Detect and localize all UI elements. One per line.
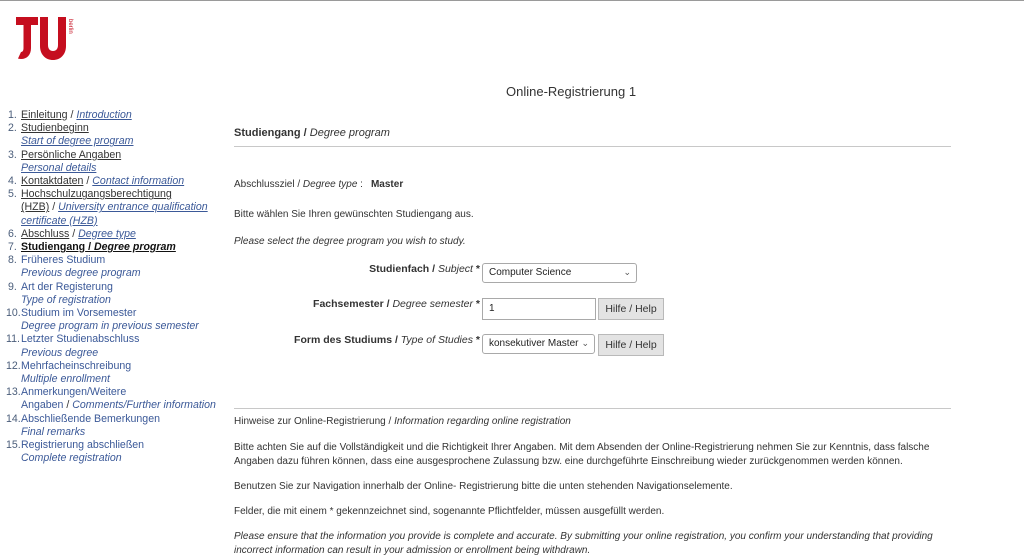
nav-label-en[interactable]: Personal details	[21, 161, 97, 174]
chevron-down-icon: ⌄	[623, 267, 631, 277]
degree-type-value: Master	[370, 179, 404, 190]
nav-number: 7.	[8, 241, 17, 254]
nav-item-entrance-qualification[interactable]	[8, 188, 223, 228]
nav-number: 13.	[6, 386, 21, 399]
note-completeness-en: Please ensure that the information you provide is complete and accurate. By submitting your online registration, you confirm your understanding that providing incorrect information can result in your admission or enrollment being withdrawn.	[234, 531, 933, 556]
nav-item-final-remarks[interactable]	[8, 413, 223, 439]
nav-number: 14.	[6, 412, 21, 425]
nav-label-en[interactable]: Degree type	[78, 227, 136, 240]
nav-sep: /	[49, 201, 59, 214]
degree-type-label-de: Abschlussziel /	[234, 179, 303, 190]
nav-number: 6.	[8, 227, 17, 240]
nav-label-en[interactable]: Complete registration	[21, 452, 122, 465]
nav-label-de[interactable]: Hochschulzugangsberechtigung	[21, 188, 172, 201]
nav-item-complete-registration[interactable]	[8, 439, 223, 465]
nav-number: 12.	[6, 359, 21, 372]
nav-sep: /	[63, 399, 73, 412]
semester-label-en: Degree semester	[392, 298, 473, 310]
intro-text-en: Please select the degree program you wish to study.	[234, 236, 466, 247]
study-type-select[interactable]	[482, 334, 595, 354]
nav-label-en[interactable]: Contact information	[92, 175, 185, 188]
nav-label-en[interactable]: Previous degree	[21, 346, 99, 359]
nav-sep: /	[67, 109, 77, 121]
nav-label-de[interactable]: Studiengang	[21, 241, 86, 254]
nav-sep: /	[85, 241, 94, 254]
nav-item-previous-semester[interactable]	[8, 307, 223, 333]
semester-label	[313, 298, 480, 310]
nav-label-de[interactable]: Kontaktdaten	[21, 175, 84, 188]
semester-help-button[interactable]: Hilfe / Help	[598, 298, 664, 320]
nav-sep: /	[69, 227, 79, 240]
nav-label-de[interactable]: Letzter Studienabschluss	[21, 333, 140, 346]
nav-item-previous-degree[interactable]	[8, 333, 223, 359]
page-title: Online-Registrierung 1	[506, 84, 637, 99]
note-required-fields-de: Felder, die mit einem * gekennzeichnet sind, sogenannte Pflichtfelder, müssen ausgefüllt werden.	[234, 506, 665, 517]
nav-label-de[interactable]: Abschließende Bemerkungen	[21, 412, 160, 425]
nav-number: 5.	[8, 188, 17, 201]
nav-label-de[interactable]: Studium im Vorsemester	[21, 307, 137, 320]
nav-number: 1.	[8, 109, 17, 121]
required-marker: *	[472, 298, 480, 310]
semester-input[interactable]: 1	[482, 298, 596, 320]
nav-number: 11.	[6, 333, 20, 346]
subject-select[interactable]	[482, 263, 637, 283]
logo-text: berlin	[67, 19, 73, 34]
nav-label-en[interactable]: Previous degree program	[21, 267, 141, 280]
nav-number: 10.	[6, 307, 21, 320]
nav-label-en[interactable]: University entrance qualification	[58, 201, 208, 214]
study-type-help-button[interactable]: Hilfe / Help	[598, 334, 664, 356]
study-type-label	[294, 334, 480, 346]
notes-heading	[234, 416, 571, 427]
nav-item-type-of-registration[interactable]	[8, 281, 223, 307]
note-navigation-de: Benutzen Sie zur Navigation innerhalb der Online- Registrierung bitte die unten stehenden Navigationselemente.	[234, 481, 733, 492]
nav-item-contact-information[interactable]	[8, 175, 223, 188]
nav-item-degree-program[interactable]	[8, 241, 223, 254]
nav-number: 15.	[6, 439, 21, 452]
section-heading-de: Studiengang /	[234, 127, 310, 139]
intro-text-de: Bitte wählen Sie Ihren gewünschten Studiengang aus.	[234, 209, 474, 220]
section-heading-en: Degree program	[309, 127, 390, 139]
notes-divider	[234, 408, 951, 409]
nav-number: 2.	[8, 122, 17, 135]
subject-label	[369, 263, 480, 275]
nav-label-de[interactable]: Registrierung abschließen	[21, 439, 145, 452]
nav-sep: /	[83, 175, 93, 188]
nav-label-en[interactable]: Start of degree program	[21, 135, 134, 148]
study-type-label-de: Form des Studiums /	[294, 334, 401, 346]
nav-number: 3.	[8, 148, 17, 161]
step-navigation	[8, 109, 223, 465]
nav-item-degree-type[interactable]	[8, 228, 223, 241]
nav-label-de[interactable]: Studienbeginn	[21, 122, 89, 135]
degree-type-label-en: Degree type	[302, 179, 358, 190]
nav-item-comments[interactable]	[8, 386, 223, 412]
nav-label-de[interactable]: Früheres Studium	[21, 254, 106, 267]
top-border	[0, 0, 1024, 1]
semester-label-de: Fachsemester /	[313, 298, 393, 310]
nav-number: 8.	[8, 254, 17, 267]
study-type-label-en: Type of Studies	[400, 334, 473, 346]
required-marker: *	[472, 263, 480, 275]
nav-label-en[interactable]: Multiple enrollment	[21, 373, 110, 386]
nav-number: 4.	[8, 175, 17, 188]
nav-item-introduction[interactable]	[8, 109, 223, 122]
required-marker: *	[472, 334, 480, 346]
nav-label-en[interactable]: Final remarks	[21, 425, 86, 438]
nav-label-de[interactable]: Anmerkungen/Weitere	[21, 386, 127, 399]
nav-label-en[interactable]: Degree program	[94, 241, 176, 254]
tu-berlin-logo[interactable]	[13, 15, 75, 63]
section-divider	[234, 146, 951, 147]
nav-item-previous-degree-program[interactable]	[8, 254, 223, 280]
nav-label-de[interactable]: Abschluss	[21, 227, 70, 240]
nav-label-de[interactable]: Art der Registerung	[21, 280, 113, 293]
note-completeness-de: Bitte achten Sie auf die Vollständigkeit und die Richtigkeit Ihrer Angaben. Mit dem Absenden der Online-Registrierung nehmen Sie zur Kenntnis, dass falsche Angaben dazu führen können, dass eine ausgesprochene Zulassung bzw. eine durchgeführte Einschreibung wieder zurückgenommen werden können.	[234, 442, 930, 467]
section-heading	[234, 127, 390, 139]
nav-item-personal-details[interactable]	[8, 149, 223, 175]
degree-type-row	[234, 179, 403, 190]
subject-label-de: Studienfach /	[369, 263, 438, 275]
nav-item-start-of-degree[interactable]	[8, 122, 223, 148]
nav-number: 9.	[8, 280, 17, 293]
chevron-down-icon: ⌄	[581, 338, 589, 348]
notes-heading-de: Hinweise zur Online-Registrierung /	[234, 416, 395, 427]
subject-label-en: Subject	[437, 263, 473, 275]
study-type-select-value: konsekutiver Master	[489, 338, 579, 349]
nav-label-de-cont[interactable]: (HZB)	[21, 201, 50, 214]
notes-heading-en: Information regarding online registration	[394, 416, 571, 427]
nav-label-en[interactable]: Type of registration	[21, 293, 111, 306]
nav-label-en-cont[interactable]: certificate (HZB)	[21, 214, 98, 227]
degree-type-colon: :	[357, 179, 363, 190]
nav-label-de[interactable]: Mehrfacheinschreibung	[21, 359, 132, 372]
subject-select-value: Computer Science	[489, 267, 572, 278]
nav-label-en[interactable]: Comments/Further information	[72, 399, 216, 412]
nav-label-en[interactable]: Degree program in previous semester	[21, 320, 199, 333]
nav-label-en[interactable]: Introduction	[76, 109, 132, 121]
nav-label-de[interactable]: Einleitung	[21, 109, 68, 121]
nav-label-de[interactable]: Persönliche Angaben	[21, 148, 122, 161]
nav-label-de-cont[interactable]: Angaben	[21, 399, 64, 412]
nav-item-multiple-enrollment[interactable]	[8, 360, 223, 386]
